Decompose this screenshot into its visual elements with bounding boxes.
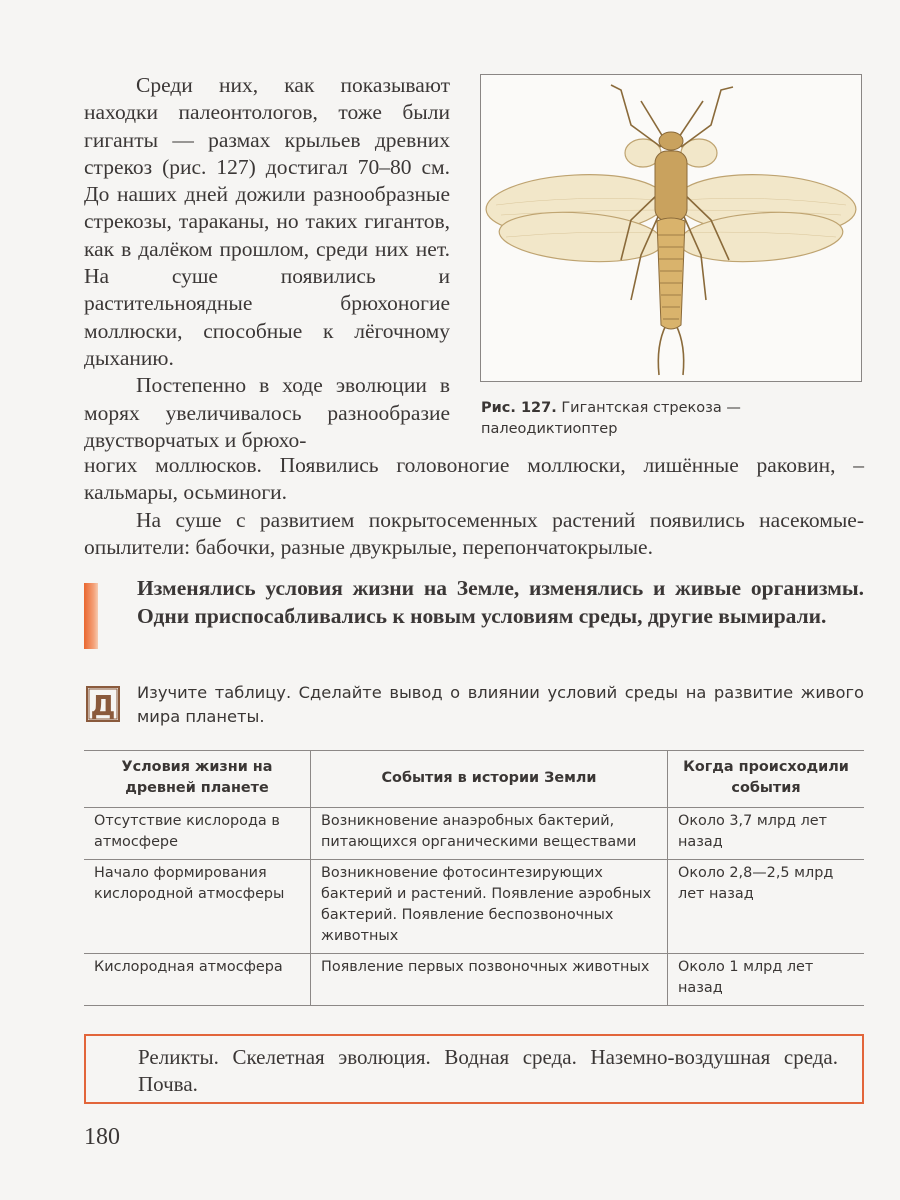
left-column-text <box>84 72 450 454</box>
keywords-text: Реликты. Скелетная эволюция. Водная среда. Наземно-воздушная среда. Почва. <box>138 1045 838 1096</box>
header-when: Когда происходили события <box>668 751 865 808</box>
task-d-icon <box>86 686 120 722</box>
table-row <box>84 954 864 1006</box>
cell-when: Около 3,7 млрд лет назад <box>668 808 865 860</box>
cell-events: Возникновение анаэробных бактерий, питающихся органическими веществами <box>311 808 668 860</box>
svg-text:Д: Д <box>90 689 116 722</box>
cell-events: Появление первых позвоночных животных <box>311 954 668 1006</box>
cell-conditions: Отсутствие кислорода в атмосфере <box>84 808 311 860</box>
dragonfly-illustration-icon <box>481 75 861 381</box>
figure-caption-text: Гигантская стрекоза — палеодиктиоптер <box>481 400 741 437</box>
table-header-row <box>84 751 864 808</box>
header-conditions: Условия жизни на древней планете <box>84 751 311 808</box>
table-row <box>84 860 864 954</box>
cell-conditions: Кислородная атмосфера <box>84 954 311 1006</box>
cell-conditions: Начало формирования кислородной атмосферы <box>84 860 311 954</box>
page-number: 180 <box>84 1124 120 1150</box>
keywords-box <box>84 1034 864 1104</box>
cell-when: Около 1 млрд лет назад <box>668 954 865 1006</box>
task-text: Изучите таблицу. Сделайте вывод о влиянии условий среды на развитие живого мира планеты. <box>137 683 864 726</box>
cell-events: Возникновение фотосинтезирующих бактерий и растений. Появление аэробных бактерий. Появление беспозвоночных животных <box>311 860 668 954</box>
figure-number: Рис. 127. <box>481 400 557 416</box>
figure-127 <box>480 74 862 382</box>
table-row <box>84 808 864 860</box>
paragraph-insects: На суше с развитием покрытосеменных растений появились насекомые-опылители: бабочки, разные двукрылые, перепончатокрылые. <box>84 507 864 559</box>
cell-when: Около 2,8—2,5 млрд лет назад <box>668 860 865 954</box>
figure-caption <box>481 398 861 440</box>
paragraph-evolution: Постепенно в ходе эволюции в морях увеличивалось разнообразие двустворчатых и брюхо- <box>84 373 450 452</box>
header-events: События в истории Земли <box>311 751 668 808</box>
paragraph-giants: Среди них, как показывают находки палеонтологов, тоже были гиганты — размах крыльев древних стрекоз (рис. 127) достигал 70–80 см. До наших дней дожили разнообразные стрекозы, тараканы, но таких гигантов, как в далёком прошлом, среди них нет. На суше появились и растительноядные брюхоногие моллюски, способные к лёгочному дыханию. <box>84 73 450 370</box>
rule-accent-bar <box>84 583 98 649</box>
paragraph-continuation: ногих моллюсков. Появились головоногие моллюски, лишённые раковин, – кальмары, осьминоги. <box>84 453 864 505</box>
earth-history-table <box>84 750 864 1006</box>
full-width-text <box>84 452 864 561</box>
rule-text: Изменялись условия жизни на Земле, изменялись и живые организмы. Одни приспосабливались к новым условиям среды, другие вымирали. <box>137 576 864 628</box>
